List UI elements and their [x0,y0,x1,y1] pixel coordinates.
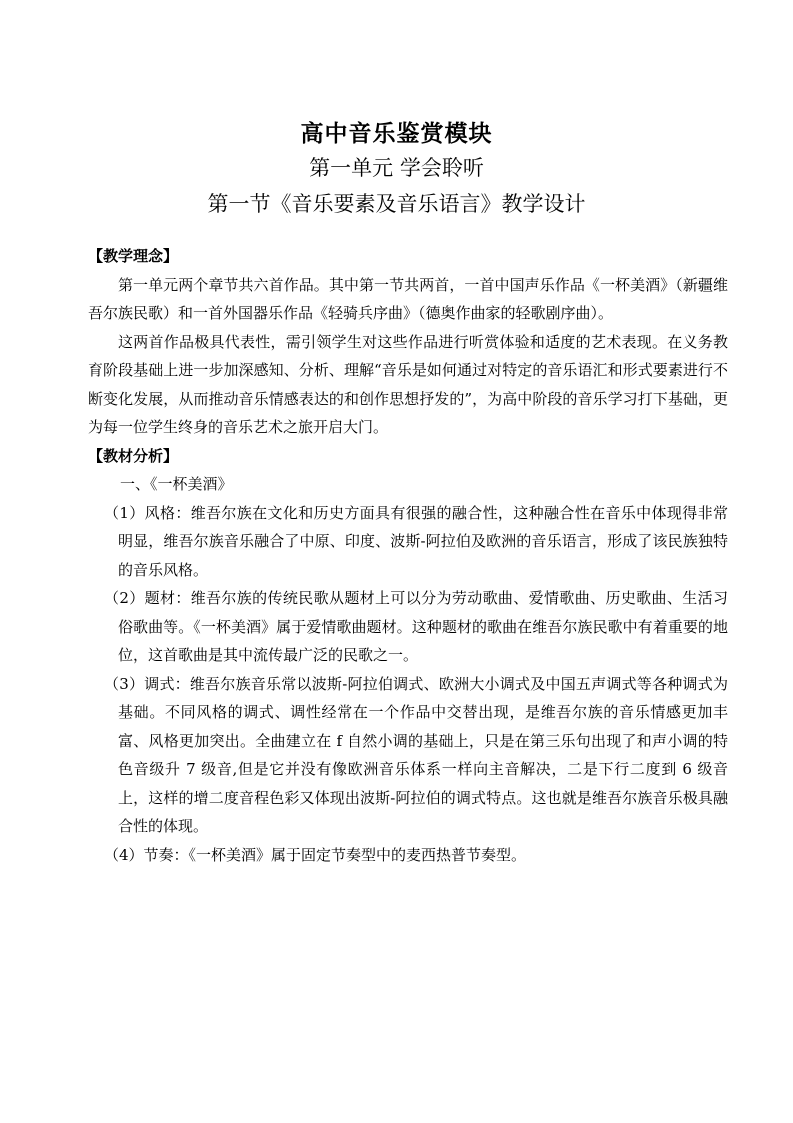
document-title: 高中音乐鉴赏模块 [300,120,493,147]
section-title: 第一节《音乐要素及音乐语言》教学设计 [207,192,586,216]
analysis-item-rhythm: （4）节奏：《一杯美酒》属于固定节奏型中的麦西热普节奏型。 [104,845,527,864]
analysis-item-style: （1）风格：维吾尔族在文化和历史方面具有很强的融合性，这种融合性在音乐中体现得非常明显，维吾尔族音乐融合了中原、印度、波斯-阿拉伯及欧洲的音乐语言，形成了该民族独特的音乐风格。 [104,503,728,579]
philosophy-paragraph-1: 第一单元两个章节共六首作品。其中第一节共两首，一首中国声乐作品《一杯美酒》（新疆维吾尔族民歌）和一首外国器乐作品《轻骑兵序曲》（德奥作曲家的轻歌剧序曲）。 [88,275,728,322]
analysis-item-subject: （2）题材：维吾尔族的传统民歌从题材上可以分为劳动歌曲、爱情歌曲、历史歌曲、生活习俗歌曲等。《一杯美酒》属于爱情歌曲题材。这种题材的歌曲在维吾尔族民歌中有着重要的地位，这首歌曲是其中流传最广泛的民歌之一。 [104,589,728,664]
analysis-subheading: 一、《一杯美酒》 [120,475,233,493]
philosophy-heading: 【教学理念】 [88,247,179,265]
unit-title: 第一单元 学会聆听 [309,156,484,180]
analysis-heading: 【教材分析】 [88,446,179,465]
philosophy-paragraph-2: 这两首作品极具代表性，需引领学生对这些作品进行听赏体验和适度的艺术表现。在义务教育阶段基础上进一步加深感知、分析、理解“音乐是如何通过对特定的音乐语汇和形式要素进行不断变化发展，从而推动音乐情感表达的和创作思想抒发的”，为高中阶段的音乐学习打下基础，更为每一位学生终身的音乐艺术之旅开启大门。 [88,332,728,436]
document-body [88,242,728,869]
analysis-item-mode: （3）调式：维吾尔族音乐常以波斯-阿拉伯调式、欧洲大小调式及中国五声调式等各种调式为基础。不同风格的调式、调性经常在一个作品中交替出现，是维吾尔族的音乐情感更加丰富、风格更加突出。全曲建立在 f 自然小调的基础上，只是在第三乐句出现了和声小调的特色音级升 7 级音,但是它并没有像欧洲音乐体系一样向主音解决，二是下行二度到 6 级音上，这样的增二度音程色彩又体现出波斯-阿拉伯的调式特点。这也就是维吾尔族音乐极具融合性的体现。 [104,674,728,835]
